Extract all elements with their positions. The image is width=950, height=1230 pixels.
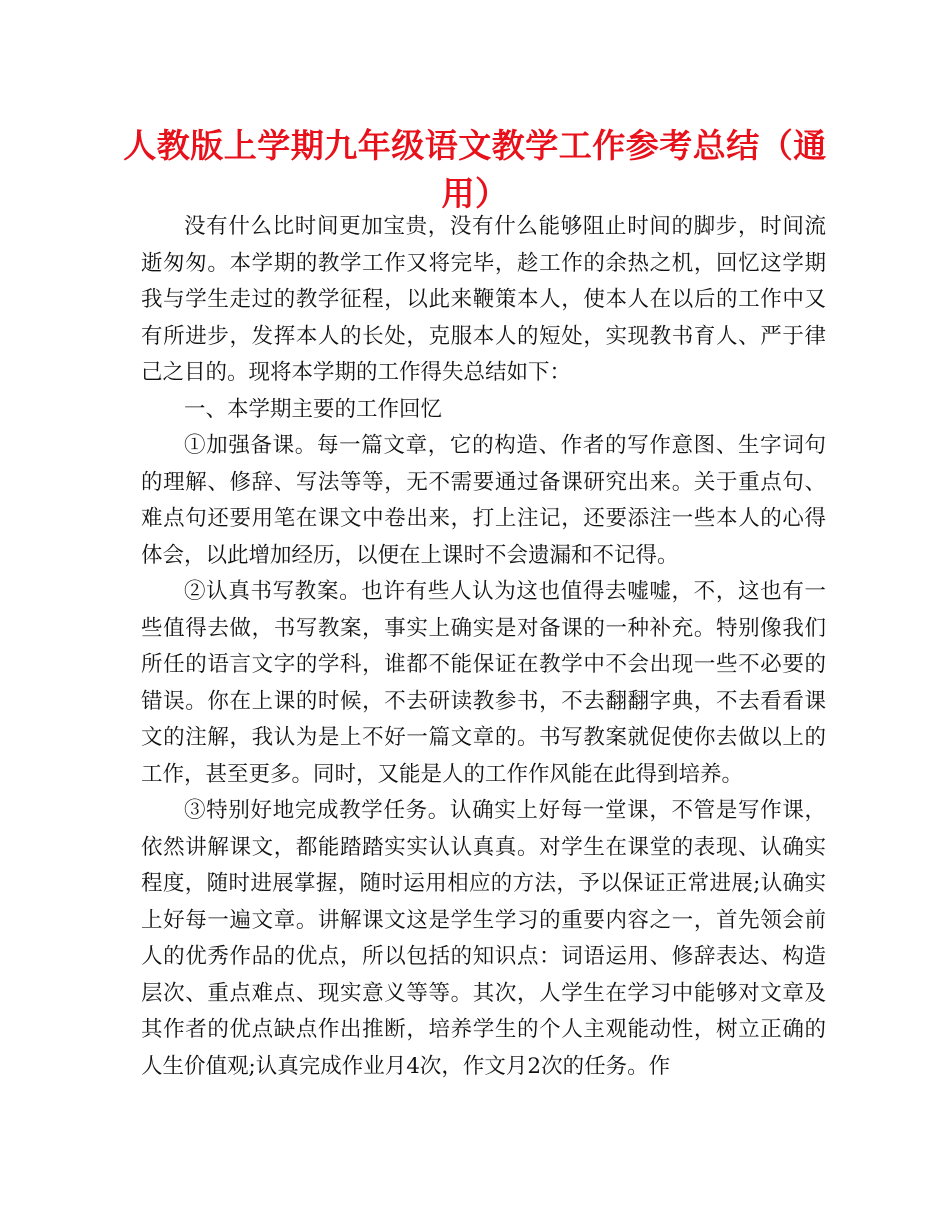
paragraph-item-3: ③特别好地完成教学任务。认确实上好每一堂课，不管是写作课，依然讲解课文，都能踏踏实实认认真真。对学生在课堂的表现、认确实程度，随时进展掌握，随时运用相应的方法，予以保证正常进展;认确实上好每一遍文章。讲解课文这是学生学习的重要内容之一，首先领会前人的优秀作品的优点，所以包括的知识点：词语运用、修辞表达、构造层次、重点难点、现实意义等等。其次，人学生在学习中能够对文章及其作者的优点缺点作出推断，培养学生的个人主观能动性，树立正确的人生价值观;认真完成作业月4次，作文月2次的任务。作 [141, 798, 826, 1079]
paragraph-item-1: ①加强备课。每一篇文章，它的构造、作者的写作意图、生字词句的理解、修辞、写法等等，无不需要通过备课研究出来。关于重点句、难点句还要用笔在课文中卷出来，打上注记，还要添注一些本人的心得体会，以此增加经历，以便在上课时不会遗漏和不记得。 [141, 433, 826, 568]
document-title: 人教版上学期九年级语文教学工作参考总结（通用） [123, 126, 827, 213]
paragraph-item-2: ②认真书写教案。也许有些人认为这也值得去嘘嘘，不，这也有一些值得去做，书写教案，事实上确实是对备课的一种补充。特别像我们所任的语言文字的学科，谁都不能保证在教学中不会出现一些不必要的错误。你在上课的时候，不去研读教参书，不去翻翻字典，不去看看课文的注解，我认为是上不好一篇文章的。书写教案就促使你去做以上的工作，甚至更多。同时，又能是人的工作作风能在此得到培养。 [141, 579, 826, 787]
document-body [141, 209, 826, 1085]
section-heading: 一、本学期主要的工作回忆 [184, 396, 443, 422]
paragraph-intro: 没有什么比时间更加宝贵，没有什么能够阻止时间的脚步，时间流逝匆匆。本学期的教学工作又将完毕，趁工作的余热之机，回忆这学期我与学生走过的教学征程，以此来鞭策本人，使本人在以后的工作中又有所进步，发挥本人的长处，克服本人的短处，实现教书育人、严于律己之目的。现将本学期的工作得失总结如下： [141, 214, 826, 385]
